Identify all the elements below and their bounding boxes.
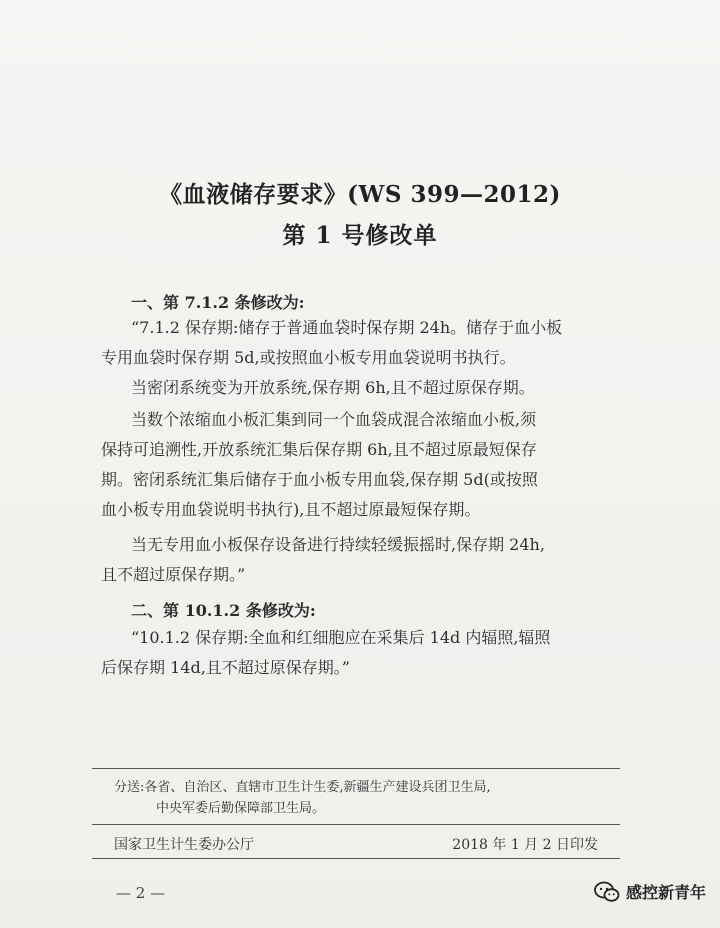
text-line: 当密闭系统变为开放系统,保存期 6h,且不超过原保存期。 bbox=[131, 378, 535, 397]
issuing-office: 国家卫生计生委办公厅 bbox=[114, 837, 254, 853]
footer-top-rule bbox=[92, 768, 620, 769]
document-title: 《血液储存要求》(WS 399—2012) bbox=[159, 181, 561, 208]
text-line: 当数个浓缩血小板汇集到同一个血袋成混合浓缩血小板,须 bbox=[131, 410, 537, 429]
text-line: 后保存期 14d,且不超过原保存期。” bbox=[101, 658, 350, 677]
section-heading-2: 二、第 10.1.2 条修改为: bbox=[131, 601, 316, 620]
section-1-paragraph-2 bbox=[101, 373, 619, 403]
section-2-paragraph-1 bbox=[101, 623, 619, 683]
section-heading-1: 一、第 7.1.2 条修改为: bbox=[131, 293, 305, 312]
text-line: “10.1.2 保存期:全血和红细胞应在采集后 14d 内辐照,辐照 bbox=[131, 628, 551, 647]
text-line: 血小板专用血袋说明书执行),且不超过原最短保存期。 bbox=[101, 500, 481, 519]
wechat-icon bbox=[594, 881, 620, 903]
watermark-text: 感控新青年 bbox=[625, 883, 706, 902]
text-line: 当无专用血小板保存设备进行持续轻缓振摇时,保存期 24h, bbox=[131, 535, 545, 554]
section-1-paragraph-1 bbox=[101, 313, 619, 373]
distribution-line: 分送:各省、自治区、直辖市卫生计生委,新疆生产建设兵团卫生局, bbox=[114, 780, 491, 795]
section-1-paragraph-3 bbox=[101, 405, 619, 525]
distribution-line: 中央军委后勤保障部卫生局。 bbox=[156, 801, 326, 816]
text-line: 期。密闭系统汇集后储存于血小板专用血袋,保存期 5d(或按照 bbox=[101, 470, 538, 489]
issue-date: 2018 年 1 月 2 日印发 bbox=[452, 837, 598, 853]
distribution-list bbox=[114, 777, 491, 819]
document-subtitle: 第 1 号修改单 bbox=[282, 222, 438, 249]
text-line: 且不超过原保存期。” bbox=[101, 565, 246, 584]
watermark bbox=[594, 880, 706, 903]
footer-middle-rule bbox=[92, 824, 620, 825]
text-line: 保持可追溯性,开放系统汇集后保存期 6h,且不超过原最短保存 bbox=[101, 440, 537, 459]
text-line: 专用血袋时保存期 5d,或按照血小板专用血袋说明书执行。 bbox=[101, 348, 516, 367]
section-1-paragraph-4 bbox=[101, 530, 619, 590]
footer-bottom-rule bbox=[92, 858, 620, 859]
text-line: “7.1.2 保存期:储存于普通血袋时保存期 24h。储存于血小板 bbox=[131, 318, 563, 337]
page-number: — 2 — bbox=[116, 884, 166, 902]
